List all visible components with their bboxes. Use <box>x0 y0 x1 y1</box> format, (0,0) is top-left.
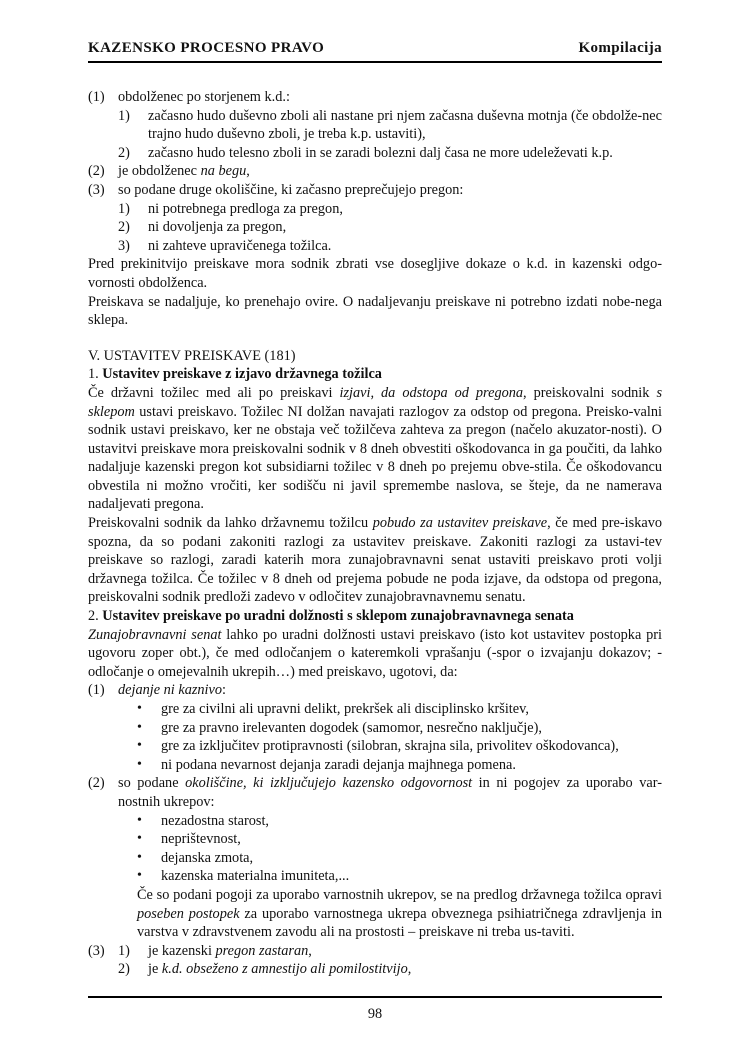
text-run: 2. <box>88 608 103 625</box>
text-run: ni dovoljenja za pregon, <box>148 219 287 236</box>
paragraph <box>88 293 662 330</box>
list-item <box>88 942 662 961</box>
text-run: , <box>308 942 312 959</box>
list-marker: 1) <box>118 200 130 217</box>
text-run: začasno hudo telesno zboli in se zaradi bolezni dalj časa ne more udeleževati k.p. <box>148 144 613 161</box>
text-run: 1. <box>88 366 103 383</box>
bullet-item <box>88 867 662 886</box>
italic-text: k.d. obseženo z amnestijo ali pomilostitvijo <box>161 961 408 978</box>
list-marker: 3) <box>118 237 130 254</box>
text-run: so podane <box>118 775 186 792</box>
italic-text: poseben postopek <box>137 905 240 922</box>
list-marker: (2) <box>88 163 105 180</box>
list-marker: 1) <box>118 942 130 959</box>
bullet-icon: • <box>137 719 142 735</box>
list-item <box>88 162 662 181</box>
list-item <box>88 681 662 700</box>
page-footer <box>0 1006 750 1023</box>
text-run: je obdolženec <box>118 163 201 180</box>
paragraph <box>88 384 662 514</box>
text-run: ustavi preiskavo. Tožilec NI dolžan navajati razlogov za odstop od pregona. Preisko-valni sodnik ustavi preiskavo, ker ne obstaja več tožilčeva zahteva za pregon (načelo akuzator-nosti). O ustavitvi preiskave mora preiskovalni sodnik v 8 dneh obvestiti oškodovanca in ga poučiti, da lahko nadaljuje kazenski pregon kot subsidiarni tožilec v 8 dneh po prejemu obve-stila. Če oškodovancu obvestila ni možno vročiti, ker sodišču ni javil spremembe naslova, se šteje, da ne namerava nadaljevati pregona. <box>88 403 662 513</box>
bullet-icon: • <box>137 738 142 754</box>
italic-text: pregon zastaran <box>215 942 309 959</box>
text-run: gre za izključitev protipravnosti (silobran, skrajna sila, privolitev oškodovanca), <box>161 738 619 755</box>
text-run: lahko po uradni dolžnosti ustavi preiskavo (isto kot ustavitev postopka pri ugovoru zoper obt.), če med odločanjem o kateremkoli vprašanju (-spor o izvajanju dokazov; -odločanje o omejevalnih ukrepih…) med preiskavo, ugotovi, da: <box>88 626 662 680</box>
text-run: Preiskava se nadaljuje, ko prenehajo ovire. O nadaljevanju preiskave ni potrebno izdati nobe-nega sklepa. <box>88 293 662 329</box>
text-run: in ni pogojev za uporabo var-nostnih ukrepov: <box>118 775 662 810</box>
bullet-item <box>88 812 662 831</box>
list-item <box>88 181 662 200</box>
subsection-heading <box>88 607 662 626</box>
list-item <box>88 237 662 256</box>
bullet-icon: • <box>137 812 142 828</box>
text-run: za uporabo varnostnega ukrepa obveznega psihiatričnega zdravljenja in varstva v zdravstvenem zavodu ali na prostosti – preiskave ni treba us-taviti. <box>137 905 662 941</box>
italic-text: pobudo za ustavitev preiskave <box>372 515 548 532</box>
bullet-item <box>88 700 662 719</box>
text-run: nezadostna starost, <box>161 812 269 829</box>
footer-rule <box>88 996 662 998</box>
list-marker: (2) <box>88 775 105 792</box>
bullet-item <box>88 756 662 775</box>
list-item <box>88 107 662 144</box>
bold-text: Ustavitev preiskave po uradni dolžnosti s sklepom zunajobravnavnega senata <box>102 608 574 625</box>
text-run: obdolženec po storjenem k.d.: <box>118 89 290 105</box>
italic-text: dejanje ni kaznivo <box>118 682 223 699</box>
section-heading <box>88 347 662 366</box>
list-marker: (3) <box>88 942 105 959</box>
text-run: , <box>407 961 412 978</box>
text-run: : <box>222 682 227 699</box>
bullet-item <box>88 737 662 756</box>
page-header <box>88 40 662 63</box>
list-item <box>88 218 662 237</box>
bullet-icon: • <box>137 831 142 847</box>
bold-text: Ustavitev preiskave z izjavo državnega tožilca <box>102 366 382 383</box>
text-run: , <box>246 163 250 180</box>
list-marker: (1) <box>88 682 105 699</box>
bullet-icon: • <box>137 701 142 716</box>
text-run: , če med pre-iskavo spozna, da so podani zakoniti razlogi za ustavitev preiskave. Zakoniti razlogi za ustavi-tev preiskave so razlogi, zaradi katerih mora zunajobravnavni senat ustaviti preiskavo proti volji državnega tožilca. Če tožilec v 8 dneh od prejema pobude ne poda izjave, da odstopa od pregona, preiskovalni sodnik predloži zadevo v odločitev zunajobravnavnemu senatu. <box>88 515 662 606</box>
italic-text: na begu <box>200 163 247 180</box>
list-marker: (3) <box>88 181 105 198</box>
list-marker: 2) <box>118 144 130 161</box>
text-run: gre za pravno irelevanten dogodek (samomor, nesrečno naključje), <box>161 719 542 736</box>
list-marker: 1) <box>118 107 130 124</box>
list-item <box>88 200 662 219</box>
paragraph <box>88 255 662 292</box>
bullet-icon: • <box>137 868 142 884</box>
list-marker: (1) <box>88 89 105 105</box>
bullet-item <box>88 849 662 868</box>
text-run: ni podana nevarnost dejanja zaradi dejanja majhnega pomena. <box>161 756 516 773</box>
list-item <box>88 960 662 979</box>
italic-text: Zunajobravnavni senat <box>88 626 222 643</box>
italic-text: s sklepom <box>88 384 663 420</box>
subsection-heading <box>88 365 662 384</box>
header-right-title: Kompilacija <box>578 40 662 56</box>
text-run: je <box>148 961 162 978</box>
bullet-icon: • <box>137 756 142 772</box>
bullet-icon: • <box>137 849 142 865</box>
list-item <box>88 88 662 107</box>
text-run: začasno hudo duševno zboli ali nastane pri njem začasna duševna motnja (če obdolže-nec trajno hudo duševno zboli, je treba k.p. ustaviti), <box>148 107 662 143</box>
list-item <box>88 774 662 811</box>
list-marker: 2) <box>118 219 130 236</box>
bullet-item <box>88 719 662 738</box>
list-item <box>88 144 662 163</box>
italic-text: izjavi, da odstopa od pregona <box>339 384 524 401</box>
text-run: Pred prekinitvijo preiskave mora sodnik zbrati vse dosegljive dokaze o k.d. in kazenski odgo-vornosti obdolženca. <box>88 256 662 291</box>
italic-text: okoliščine, ki izključujejo kazensko odgovornost <box>185 775 473 792</box>
paragraph-spacer <box>88 330 662 347</box>
paragraph <box>88 626 662 682</box>
text-run: neprištevnost, <box>161 831 241 848</box>
bullet-item <box>88 830 662 849</box>
text-run: gre za civilni ali upravni delikt, prekršek ali disciplinsko kršitev, <box>161 701 529 717</box>
text-run: Če so podani pogoji za uporabo varnostnih ukrepov, se na predlog državnega tožilca opravi <box>137 886 662 903</box>
list-marker: 2) <box>118 961 130 978</box>
text-run: kazenska materialna imuniteta,... <box>161 868 350 885</box>
text-run: ni potrebnega predloga za pregon, <box>148 200 343 217</box>
text-run: so podane druge okoliščine, ki začasno preprečujejo pregon: <box>118 181 464 198</box>
text-run: dejanska zmota, <box>161 849 254 866</box>
text-run: , preiskovalni sodnik <box>523 384 657 401</box>
document-body <box>88 88 662 979</box>
text-run: Če državni tožilec med ali po preiskavi <box>88 384 340 401</box>
header-left-title: KAZENSKO PROCESNO PRAVO <box>88 40 325 56</box>
continuation-paragraph <box>88 886 662 942</box>
page-number: 98 <box>367 1006 383 1022</box>
text-run: je kazenski <box>148 942 216 959</box>
text-run: ni zahteve upravičenega tožilca. <box>148 237 332 254</box>
text-run: V. USTAVITEV PREISKAVE (181) <box>88 347 296 364</box>
text-run: Preiskovalni sodnik da lahko državnemu tožilcu <box>88 515 373 532</box>
paragraph <box>88 514 662 607</box>
